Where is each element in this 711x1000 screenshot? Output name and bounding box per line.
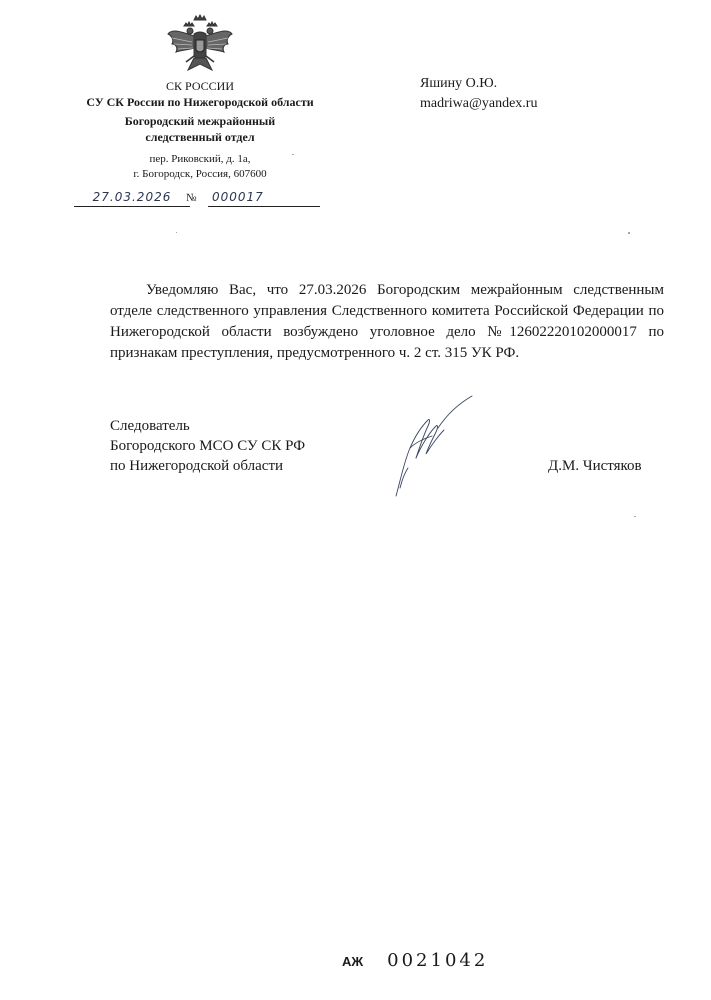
recipient-email: madriwa@yandex.ru bbox=[420, 96, 538, 111]
form-serial bbox=[342, 950, 488, 971]
address-line-2: г. Богородск, Россия, 607600 bbox=[133, 168, 267, 180]
scan-speck bbox=[176, 232, 177, 233]
form-serial-prefix: АЖ bbox=[342, 954, 364, 969]
scan-speck bbox=[292, 154, 294, 155]
signer-block bbox=[110, 416, 305, 476]
sender-header bbox=[60, 78, 340, 182]
handwritten-signature bbox=[386, 392, 476, 500]
signer-title-line-2: Богородского МСО СУ СК РФ bbox=[110, 438, 306, 454]
registration-date: 27.03.2026 bbox=[74, 190, 190, 207]
signer-title-line-3: по Нижегородской области bbox=[110, 458, 284, 474]
dept-line-1: Богородский межрайонный bbox=[124, 114, 276, 128]
address-line-1: пер. Риковский, д. 1а, bbox=[149, 153, 251, 165]
recipient-block bbox=[420, 74, 537, 114]
notice-paragraph: Уведомляю Вас, что 27.03.2026 Богородским межрайонным следственным отделе следственного управления Следственного комитета Российской Федерации по Нижегородской области возбуждено уголовное дело №12602220102000017 по признакам преступления, предусмотренного ч. 2 ст. 315 УК РФ. bbox=[110, 282, 664, 361]
org-top-line: СК РОССИИ bbox=[166, 79, 234, 93]
scan-speck bbox=[634, 516, 636, 517]
signer-name: Д.М. Чистяков bbox=[548, 458, 642, 474]
coat-of-arms-icon bbox=[164, 14, 236, 76]
signer-title-line-1: Следователь bbox=[110, 418, 190, 434]
registration-line bbox=[70, 190, 320, 208]
registration-number-label: № bbox=[186, 192, 197, 204]
scan-speck bbox=[628, 232, 630, 234]
form-serial-number: 0021042 bbox=[387, 950, 489, 971]
dept-line-2: следственный отдел bbox=[145, 130, 255, 144]
org-main-line: СУ СК России по Нижегородской области bbox=[86, 95, 314, 109]
registration-number: 000017 bbox=[208, 190, 320, 207]
recipient-name: Яшину О.Ю. bbox=[420, 76, 498, 91]
